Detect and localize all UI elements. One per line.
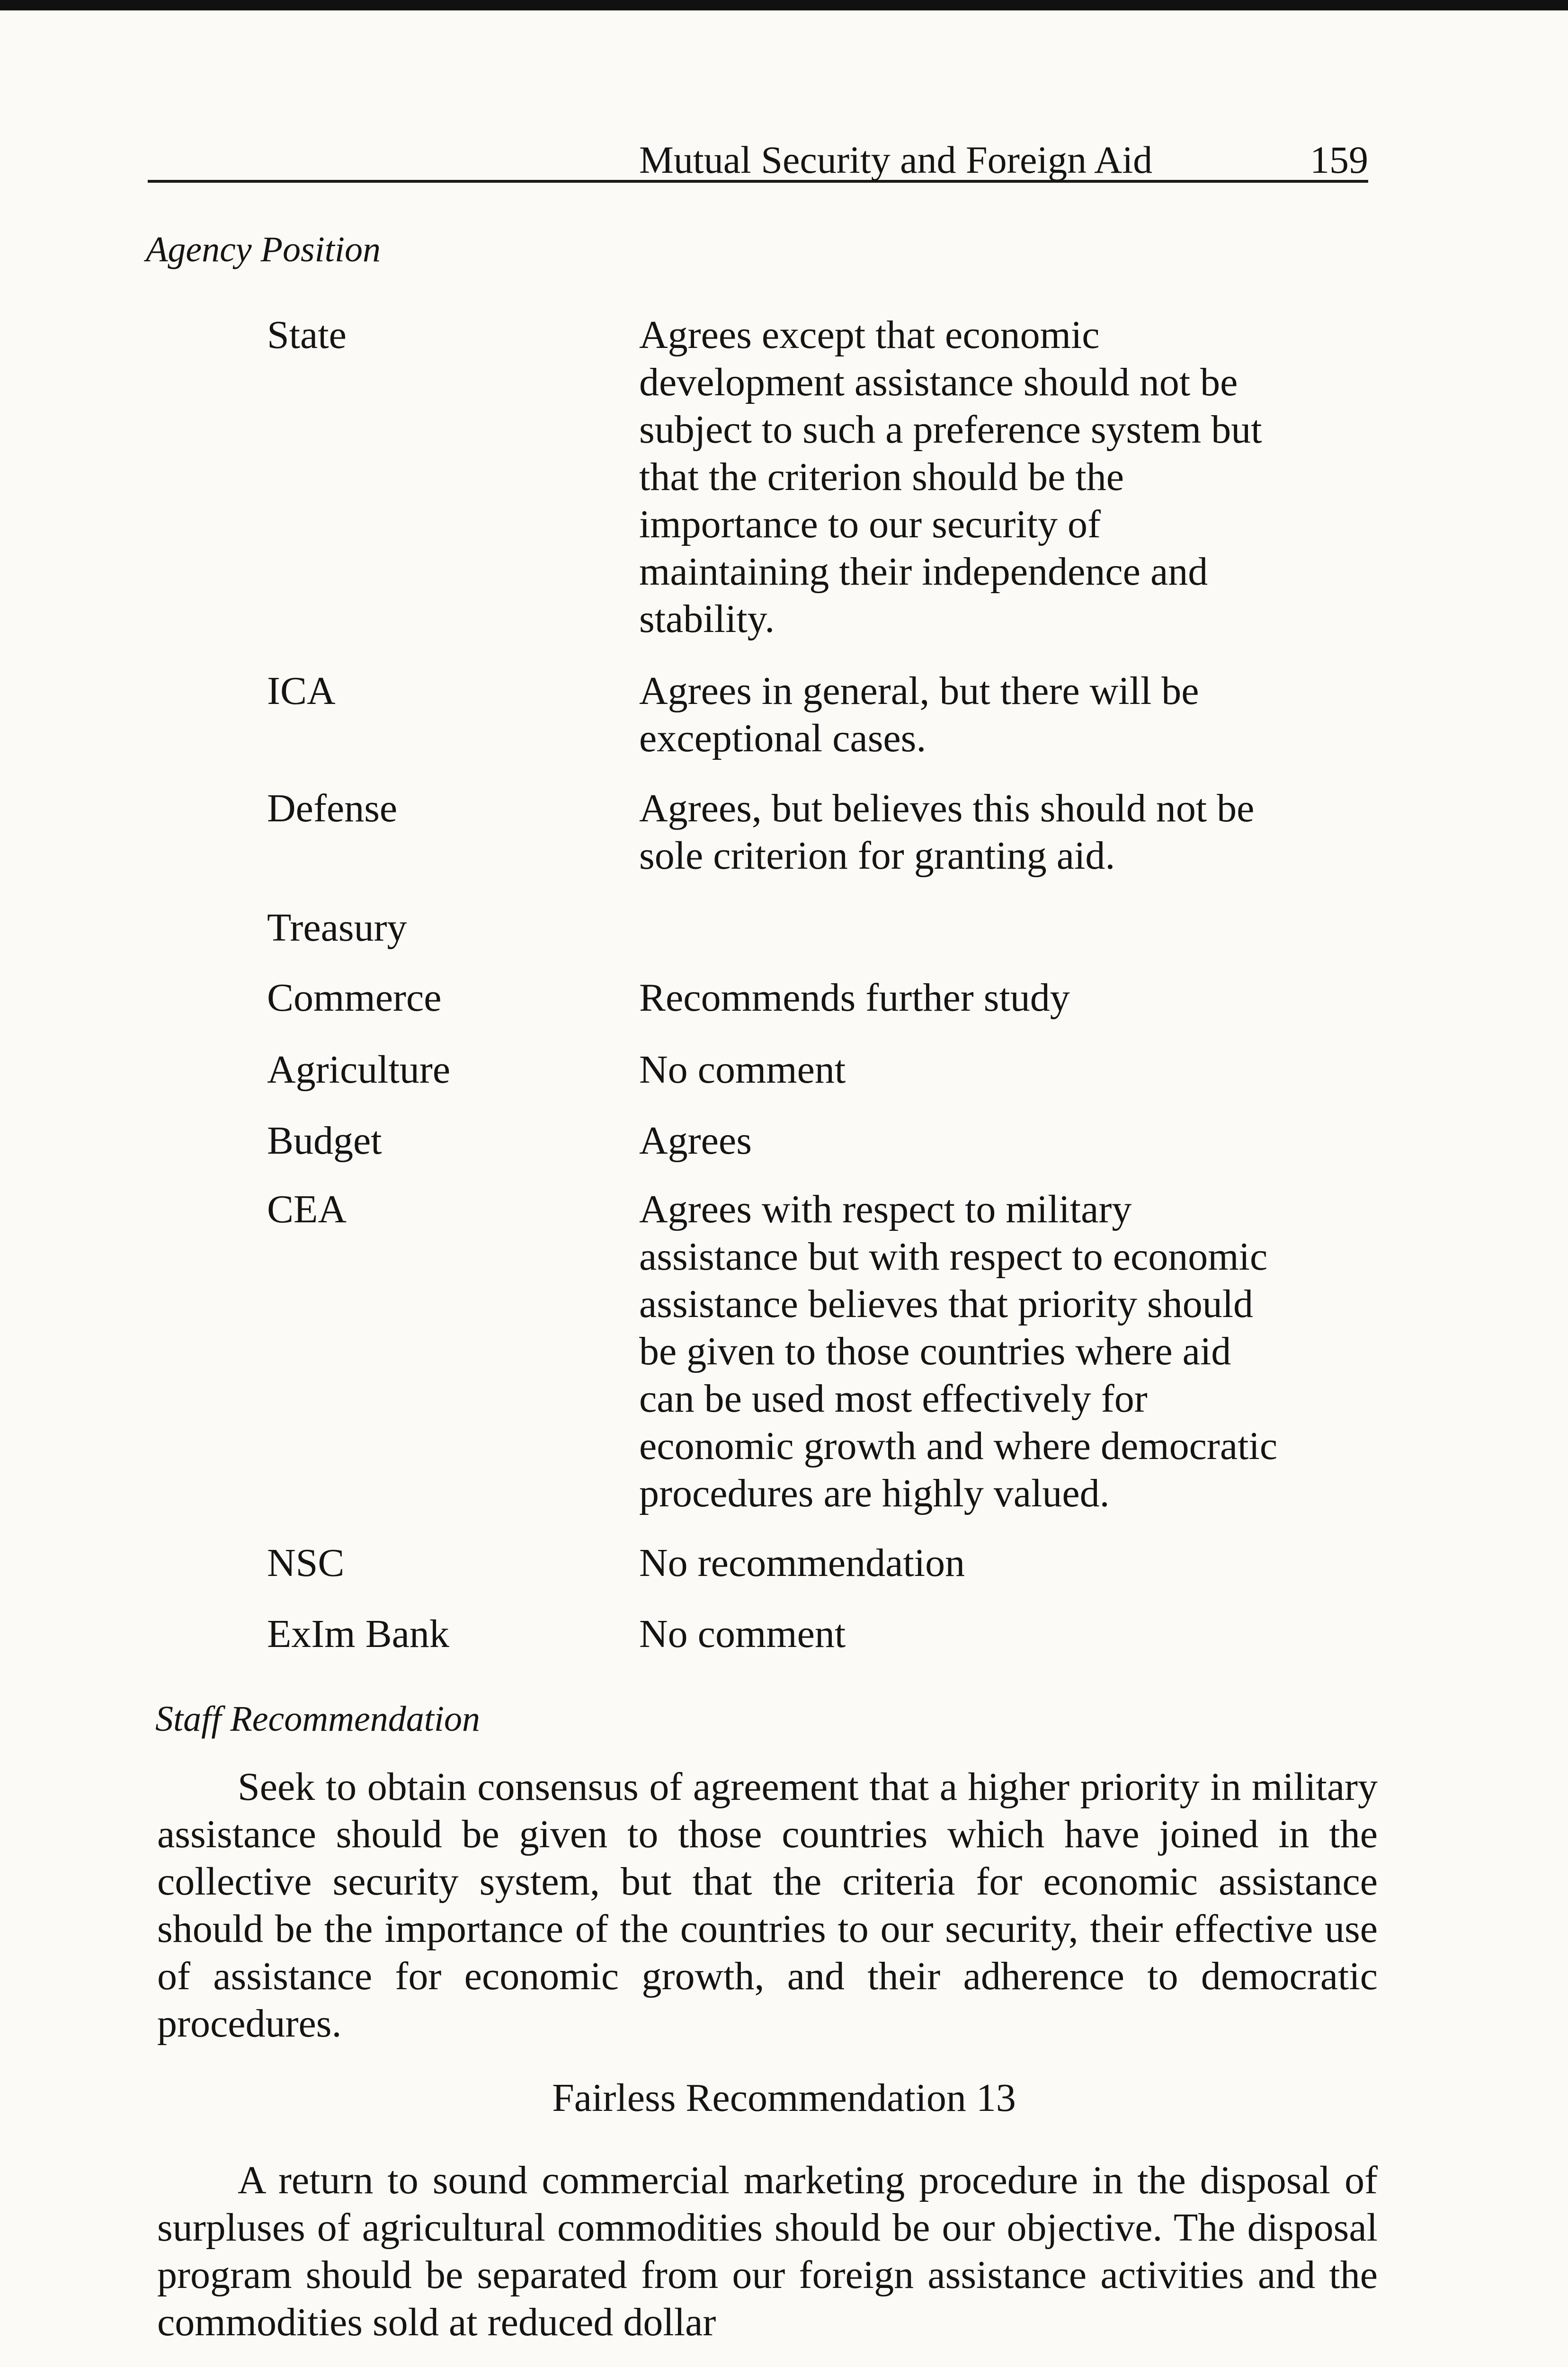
agency-comment: Recommends further study [639,976,1070,1020]
agency-name: ExIm Bank [267,1612,449,1656]
fairless-recommendation-heading: Fairless Recommendation 13 [552,2076,1016,2120]
fairless-recommendation-text: A return to sound commercial marketing procedure in the disposal of surpluses of agricultural commodities should be our objective. The disposal program should be separated from our foreign assistance activities and the commodities sold at reduced dollar [157,2158,1378,2344]
running-head-title: Mutual Security and Foreign Aid [639,138,1153,181]
staff-recommendation-text: Seek to obtain consensus of agreement that a higher priority in military assistance should be given to those countries which have joined in the collective security system, but that the criteria for economic assistance should be the importance of the countries to our security, their effective use of assistance for economic growth, and their adherence to democratic procedures. [157,1765,1378,2046]
agency-name: Commerce [267,976,442,1020]
agency-comment: Agrees except that economic development assistance should not be subject to such a preference system but that the criterion should be the importance to our security of maintaining their independence and stability. [639,313,1262,641]
agency-comment: Agrees in general, but there will be exceptional cases. [639,669,1199,760]
agency-comment: No recommendation [639,1541,965,1585]
agency-comment: Agrees [639,1119,752,1163]
agency-comment: Agrees with respect to military assistance but with respect to economic assistance believes that priority should be given to those countries where aid can be used most effectively for economic growth and where democratic procedures are highly valued. [639,1187,1278,1515]
agency-name: Defense [267,786,398,830]
agency-comment: Agrees, but believes this should not be sole criterion for granting aid. [639,786,1255,878]
agency-name: CEA [267,1187,347,1231]
agency-name: NSC [267,1541,345,1585]
staff-recommendation-heading: Staff Recommendation [155,1699,480,1739]
agency-name: ICA [267,669,336,713]
agency-comment: No comment [639,1048,846,1092]
agency-name: Budget [267,1119,382,1163]
running-head [148,128,1368,183]
agency-name: State [267,313,347,357]
agency-name: Treasury [267,906,407,950]
top-scan-border [0,0,1568,10]
agency-comment: No comment [639,1612,846,1656]
agency-name: Agriculture [267,1048,451,1092]
agency-position-heading: Agency Position [146,230,381,269]
page-number: 159 [1310,138,1368,181]
